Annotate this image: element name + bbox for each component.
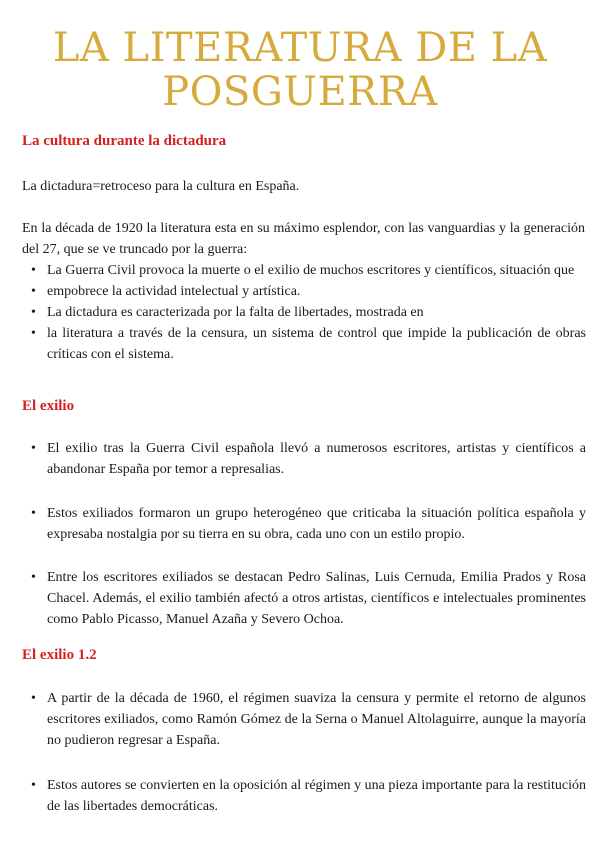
bullet-list-exilio-c [22, 567, 586, 630]
title-line-2: POSGUERRA [162, 69, 438, 115]
paragraph-dictadura: La dictadura=retroceso para la cultura en España. [22, 179, 300, 194]
section-heading-exilio: El exilio [22, 398, 75, 414]
bullet-icon: • [31, 441, 36, 456]
list-item: • Entre los escritores exiliados se destacan Pedro Salinas, Luis Cernuda, Emilia Prados y Rosa Chacel. Además, el exilio también afectó a otros artistas, científicos e intelectuales prominentes como Pablo Picasso, Manuel Azaña y Severo Ochoa. [22, 567, 586, 630]
bullet-icon: • [31, 326, 36, 341]
title-line-1: LA LITERATURA DE LA [52, 25, 548, 71]
list-item: • La dictadura es caracterizada por la falta de libertades, mostrada en [22, 302, 586, 323]
bullet-icon: • [31, 691, 36, 706]
bullet-list-exilio2-b [22, 775, 586, 817]
bullet-icon: • [31, 305, 36, 320]
bullet-list-exilio-b [22, 503, 586, 545]
list-item: • la literatura a través de la censura, un sistema de control que impide la publicación de obras críticas con el sistema. [22, 323, 586, 365]
paragraph-decada-1920: En la década de 1920 la literatura esta en su máximo esplendor, con las vanguardias y la generación del 27, que se ve truncado por la guerra: [22, 221, 585, 257]
bullet-list-exilio2-a [22, 688, 586, 751]
bullet-list-exilio-a [22, 438, 586, 480]
list-item: • A partir de la década de 1960, el régimen suaviza la censura y permite el retorno de algunos escritores exiliados, como Ramón Gómez de la Serna o Manuel Altolaguirre, aunque la mayoría no pudieron regresar a España. [22, 688, 586, 751]
list-item: • Estos autores se convierten en la oposición al régimen y una pieza importante para la restitución de las libertades democráticas. [22, 775, 586, 817]
bullet-icon: • [31, 778, 36, 793]
section-heading-cultura: La cultura durante la dictadura [22, 133, 227, 149]
list-item: • La Guerra Civil provoca la muerte o el exilio de muchos escritores y científicos, situación que [22, 260, 586, 281]
bullet-icon: • [31, 506, 36, 521]
list-item: • empobrece la actividad intelectual y artística. [22, 281, 586, 302]
bullet-icon: • [31, 570, 36, 585]
list-item: • Estos exiliados formaron un grupo heterogéneo que criticaba la situación política española y expresaba nostalgia por su tierra en su obra, cada uno con un estilo propio. [22, 503, 586, 545]
bullet-icon: • [31, 263, 36, 278]
bullet-icon: • [31, 284, 36, 299]
section-heading-exilio-1-2: El exilio 1.2 [22, 647, 97, 663]
list-item: • El exilio tras la Guerra Civil española llevó a numerosos escritores, artistas y científicos a abandonar España por temor a represalias. [22, 438, 586, 480]
document-title [0, 26, 600, 114]
bullet-list-cultura [22, 260, 586, 365]
